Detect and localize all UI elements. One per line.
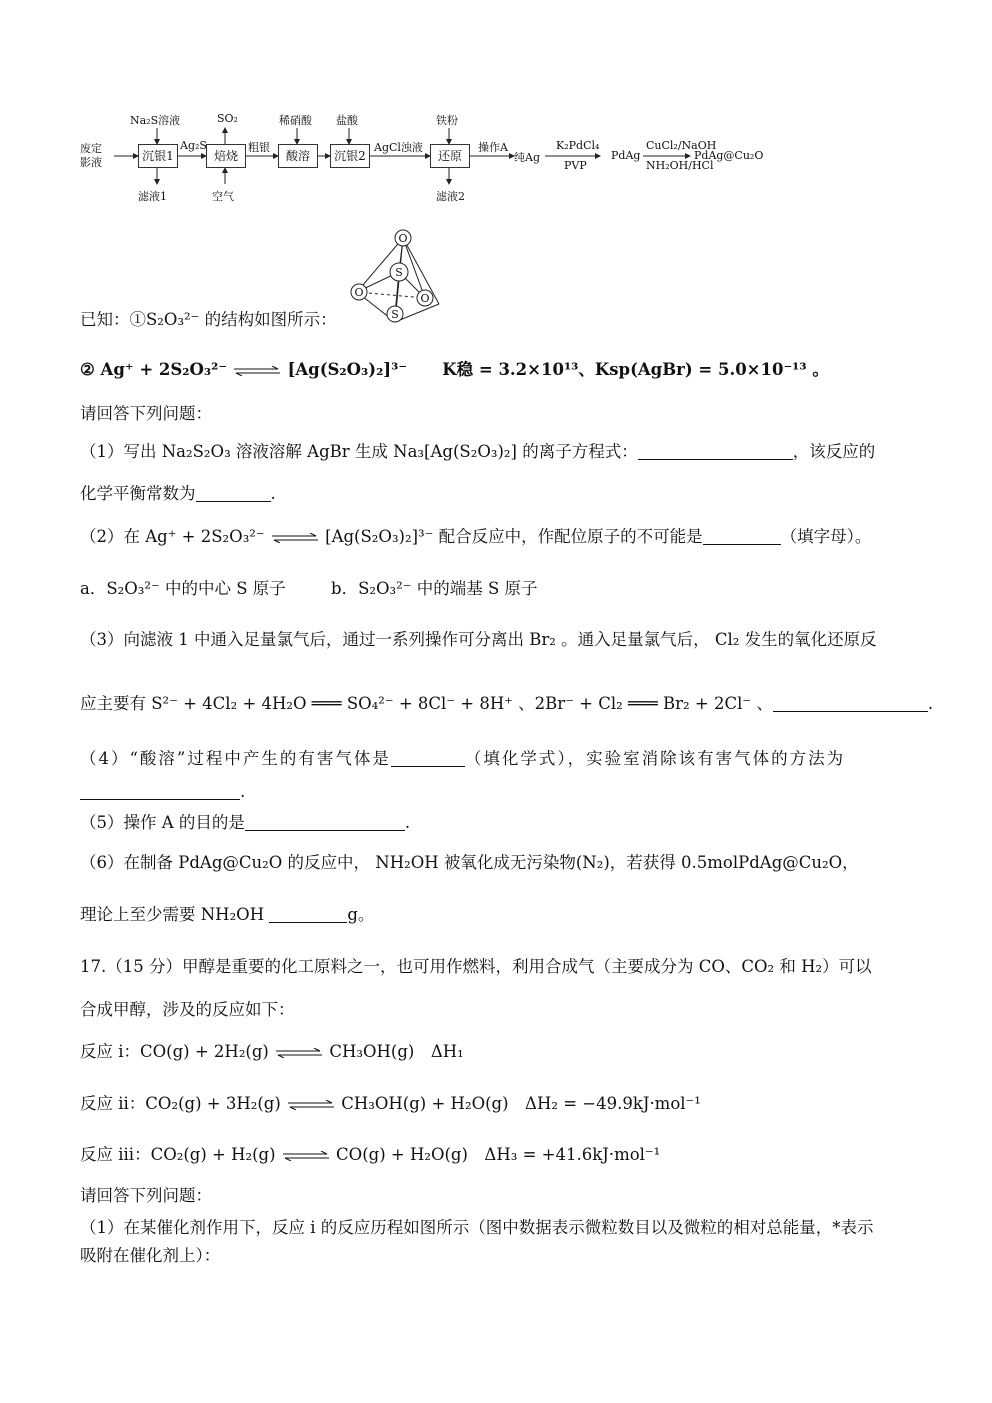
q1-line [80,440,875,464]
equilibrium-arrow [276,1048,322,1058]
flow-box-3: 酸溶 [278,144,318,168]
equilibrium-arrow [272,533,318,543]
atom-o-left: O [354,286,364,299]
reaction-3-lhs: 反应 iii：CO₂(g) + H₂(g) [80,1145,276,1164]
flow-k2pdcl4: K₂PdCl₄ [556,139,600,152]
q3-text: 应主要有 S²⁻ + 4Cl₂ + 4H₂O ═══ SO₄²⁻ + 8Cl⁻ + 8H⁺ 、2Br⁻ + Cl₂ ═══ Br₂ + 2Cl⁻ 、 [80,694,773,713]
flow-cuyin: 粗银 [248,141,270,154]
q5-text: （5）操作 A 的目的是 [80,813,245,832]
flow-chart [80,108,800,208]
q2-blank[interactable] [703,528,781,546]
q17-1-line-2: 吸附在催化剂上）： [80,1246,221,1265]
reaction-1-rhs: CH₃OH(g) ΔH₁ [329,1042,464,1061]
q2-option-b: b．S₂O₃²⁻ 中的端基 S 原子 [331,579,538,598]
flow-agcl: AgCl浊液 [374,141,423,154]
flow-opA: 操作A [478,141,508,154]
thiosulfate-structure [343,222,443,328]
q2-text-1: （2）在 Ag⁺ + 2S₂O₃²⁻ [80,527,265,546]
q2-text-2: [Ag(S₂O₃)₂]³⁻ 配合反应中，作配位原子的不可能是 [325,527,703,546]
q1-blank-1[interactable] [638,443,793,461]
q6-text: 理论上至少需要 NH₂OH [80,905,265,924]
q4-period: . [240,782,246,801]
q6-blank[interactable] [269,906,347,924]
q1-tail: ，该反应的 [792,442,876,461]
q17-1-line-1: （1）在某催化剂作用下，反应 i 的反应历程如图所示（图中数据表示微粒数目以及微粒的相对总能量，*表示 [80,1218,874,1237]
flow-so2: SO₂ [217,112,238,125]
flow-cucl2: CuCl₂/NaOH [646,139,717,152]
flow-box-1: 沉银1 [138,144,178,168]
flow-lv2: 滤液2 [436,190,465,203]
equilibrium-arrow [234,366,280,376]
flow-lv1: 滤液1 [138,190,167,203]
known-2-rhs: [Ag(S₂O₃)₂]³⁻ [287,360,408,379]
q5-blank[interactable] [245,814,405,832]
p17-line-2: 合成甲醇，涉及的反应如下： [80,1000,295,1019]
known-2 [80,358,829,382]
q1-text: （1）写出 Na₂S₂O₃ 溶液溶解 AgBr 生成 Na₃[Ag(S₂O₃)₂] 的离子方程式： [80,442,638,461]
q4-text-1: （4）“酸溶”过程中产生的有害气体是 [80,749,391,768]
reaction-3 [80,1143,660,1167]
flow-box-5: 还原 [430,144,470,168]
equilibrium-arrow [288,1100,334,1110]
q4-text-2: （填化学式），实验室消除该有害气体的方法为 [464,749,846,768]
q4-line-2 [80,780,245,804]
reaction-2-rhs: CH₃OH(g) + H₂O(g) ΔH₂ = −49.9kJ·mol⁻¹ [341,1094,701,1113]
q1-line-2 [80,482,276,506]
q1-k-text: 化学平衡常数为 [80,484,196,503]
atom-s-bottom: S [391,308,399,321]
flow-hno3: 稀硝酸 [279,114,312,127]
flow-chunag: 纯Ag [514,151,540,164]
reaction-2-lhs: 反应 ii：CO₂(g) + 3H₂(g) [80,1094,281,1113]
flow-start: 废定 影液 [80,142,102,169]
flow-hcl: 盐酸 [336,114,358,127]
flow-air: 空气 [212,190,234,203]
flow-fe: 铁粉 [436,114,458,127]
ask-heading-2: 请回答下列问题： [80,1186,212,1205]
ask-heading: 请回答下列问题： [80,404,212,423]
reaction-2 [80,1092,701,1116]
flow-box-2: 焙烧 [206,144,246,168]
flow-pvp: PVP [564,159,587,172]
q2-options [80,577,538,601]
flow-pdag: PdAg [611,149,641,162]
known-2-lhs: ② Ag⁺ + 2S₂O₃²⁻ [80,360,228,379]
q5-period: . [404,813,411,832]
atom-o-top: O [398,232,408,245]
atom-s-center: S [395,266,403,279]
known-1: 已知：①S₂O₃²⁻ 的结构如图所示： [80,310,337,329]
known-2-k: K稳 = 3.2×10¹³、Ksp(AgBr) = 5.0×10⁻¹³ 。 [442,360,829,379]
flow-na2s: Na₂S溶液 [130,114,181,127]
q5-line [80,811,410,835]
flow-final: PdAg@Cu₂O [694,149,764,162]
q6-unit: g。 [347,905,375,924]
q4-blank-1[interactable] [391,750,465,768]
flow-ag2s: Ag₂S [180,139,207,152]
q3-blank[interactable] [773,695,928,713]
reaction-1 [80,1040,464,1064]
reaction-1-lhs: 反应 i：CO(g) + 2H₂(g) [80,1042,269,1061]
q6-line-1: （6）在制备 PdAg@Cu₂O 的反应中， NH₂OH 被氧化成无污染物(N₂)，若获得 0.5molPdAg@Cu₂O， [80,853,859,872]
equilibrium-arrow [283,1151,329,1161]
q4-blank-2[interactable] [80,783,240,801]
reaction-3-rhs: CO(g) + H₂O(g) ΔH₃ = +41.6kJ·mol⁻¹ [336,1145,661,1164]
q6-line-2 [80,903,374,927]
q1-blank-2[interactable] [196,485,271,503]
flow-box-4: 沉银2 [330,144,370,168]
flow-nh2oh: NH₂OH/HCl [646,159,714,172]
q3-period: . [927,694,934,713]
q3-line-2 [80,692,933,716]
q2-text-3: （填字母）。 [780,527,872,546]
p17-line-1: 17.（15 分）甲醇是重要的化工原料之一，也可用作燃料，利用合成气（主要成分为 CO、CO₂ 和 H₂）可以 [80,957,872,976]
q3-line-1: （3）向滤液 1 中通入足量氯气后，通过一系列操作可分离出 Br₂ 。通入足量氯气后， Cl₂ 发生的氧化还原反 [80,630,877,649]
atom-o-right: O [420,292,430,305]
q2-option-a: a．S₂O₃²⁻ 中的中心 S 原子 [80,579,286,598]
q1-period: . [270,484,276,503]
q4-line-1 [80,747,845,771]
q2-line [80,525,871,549]
